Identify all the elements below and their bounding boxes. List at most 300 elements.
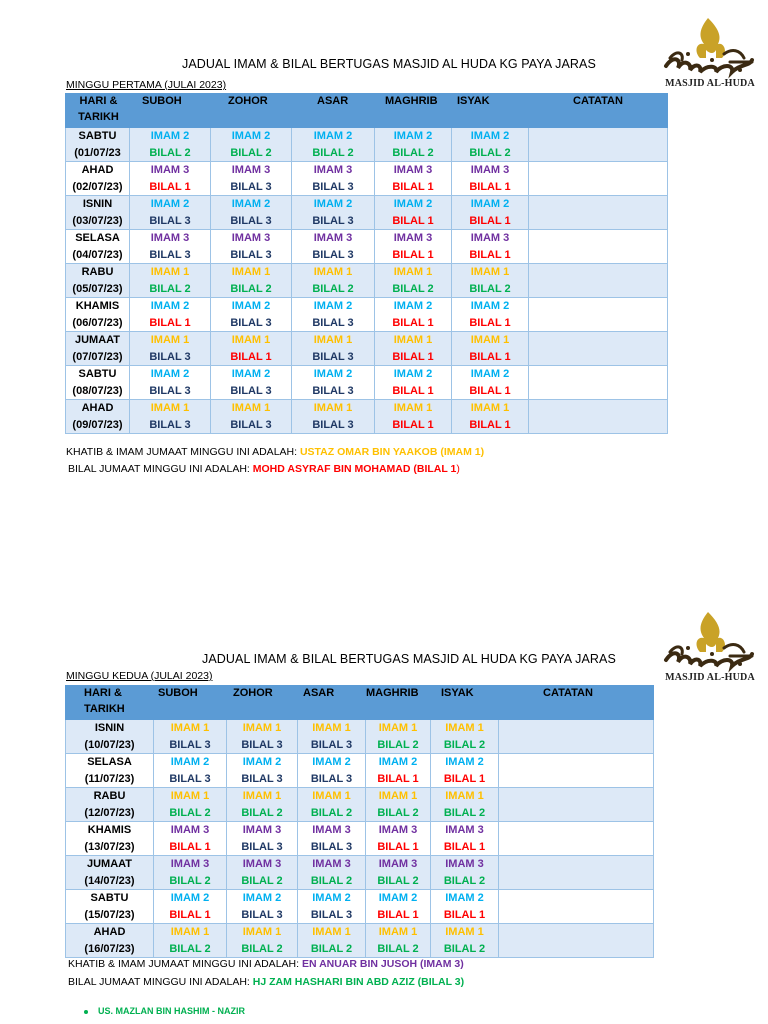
- bilal-assignment: BILAL 2: [169, 874, 211, 887]
- catatan-cell: [499, 890, 654, 924]
- header-label: CATATAN: [543, 687, 593, 699]
- duty-cell: [452, 264, 529, 298]
- imam-assignment: IMAM 3: [242, 824, 282, 836]
- day-name: KHAMIS: [75, 300, 120, 312]
- imam-assignment: IMAM 2: [445, 756, 484, 768]
- bilal-assignment: BILAL 3: [312, 248, 354, 261]
- bilal-assignment: BILAL 2: [149, 282, 191, 295]
- imam-assignment: IMAM 1: [445, 926, 484, 938]
- table-row: [66, 298, 668, 332]
- day-date: (01/07/23: [74, 146, 121, 159]
- duty-cell: [227, 856, 298, 890]
- header-hari: [66, 94, 130, 128]
- duty-cell: [227, 890, 298, 924]
- week-1-section: [0, 0, 768, 475]
- duty-cell: [211, 366, 292, 400]
- duty-cell: [298, 822, 366, 856]
- footer-list-text: US. MAZLAN BIN HASHIM - NAZIR: [98, 1006, 245, 1016]
- day-date: (09/07/23): [72, 418, 123, 431]
- duty-cell: [375, 264, 452, 298]
- imam-assignment: IMAM 1: [313, 402, 353, 414]
- duty-cell: [227, 754, 298, 788]
- table-row: [66, 264, 668, 298]
- bilal-assignment: BILAL 1: [392, 180, 434, 193]
- duty-cell: [366, 788, 431, 822]
- duty-cell: [431, 720, 499, 754]
- duty-cell: [154, 890, 227, 924]
- imam-assignment: IMAM 1: [393, 402, 433, 414]
- header-label: MAGHRIB: [366, 687, 419, 699]
- day-cell: [66, 788, 154, 822]
- day-name: AHAD: [81, 164, 114, 176]
- imam-assignment: IMAM 3: [393, 164, 433, 176]
- logo-text: MASJID AL-HUDA: [665, 78, 755, 89]
- header-suboh: [130, 94, 211, 128]
- imam-assignment: IMAM 2: [313, 198, 353, 210]
- day-name: SABTU: [78, 368, 117, 380]
- header-label: ZOHOR: [233, 687, 273, 699]
- day-cell: [66, 162, 130, 196]
- duty-cell: [452, 128, 529, 162]
- catatan-cell: [499, 856, 654, 890]
- imam-assignment: IMAM 2: [313, 368, 353, 380]
- masjid-logo: [660, 14, 760, 94]
- bilal-assignment: BILAL 1: [392, 350, 434, 363]
- header-catatan: [529, 94, 668, 128]
- khatib-note: [66, 446, 484, 458]
- bilal-note: [68, 976, 464, 988]
- bilal-assignment: BILAL 3: [230, 214, 272, 227]
- bilal-assignment: BILAL 1: [230, 350, 272, 363]
- bilal-assignment: BILAL 1: [469, 418, 511, 431]
- bilal-assignment: BILAL 3: [149, 384, 191, 397]
- duty-cell: [154, 788, 227, 822]
- imam-assignment: IMAM 2: [470, 130, 510, 142]
- imam-assignment: IMAM 2: [170, 892, 210, 904]
- day-date: (16/07/23): [84, 942, 135, 955]
- imam-assignment: IMAM 1: [170, 790, 210, 802]
- bilal-assignment: BILAL 2: [469, 146, 511, 159]
- imam-assignment: IMAM 3: [313, 232, 353, 244]
- catatan-cell: [529, 196, 668, 230]
- day-name: SELASA: [87, 756, 132, 768]
- imam-assignment: IMAM 3: [378, 858, 418, 870]
- catatan-cell: [499, 788, 654, 822]
- duty-cell: [211, 400, 292, 434]
- bilal-assignment: BILAL 2: [443, 806, 486, 819]
- header-label: ZOHOR: [228, 95, 268, 107]
- day-date: (11/07/23): [84, 772, 135, 785]
- imam-assignment: IMAM 3: [150, 164, 190, 176]
- day-cell: [66, 890, 154, 924]
- imam-assignment: IMAM 1: [170, 722, 210, 734]
- catatan-cell: [529, 332, 668, 366]
- duty-cell: [292, 400, 375, 434]
- table-row: [66, 924, 654, 958]
- masjid-logo-icon: [660, 608, 760, 674]
- duty-cell: [366, 754, 431, 788]
- day-cell: [66, 128, 130, 162]
- bilal-assignment: BILAL 3: [230, 418, 272, 431]
- imam-assignment: IMAM 3: [242, 858, 282, 870]
- bilal-assignment: BILAL 2: [392, 146, 434, 159]
- bilal-assignment: BILAL 2: [241, 806, 283, 819]
- bilal-assignment: BILAL 3: [312, 384, 354, 397]
- table-row: [66, 856, 654, 890]
- day-name: RABU: [81, 266, 114, 278]
- bilal-assignment: BILAL 3: [169, 738, 211, 751]
- header-label: MAGHRIB: [385, 95, 438, 107]
- bilal-assignment: BILAL 2: [377, 738, 419, 751]
- day-date: (12/07/23): [84, 806, 135, 819]
- schedule-body: [66, 720, 654, 958]
- bullet-icon: [84, 1010, 88, 1014]
- bilal-assignment: BILAL 1: [469, 180, 511, 193]
- bilal-assignment: BILAL 3: [230, 384, 272, 397]
- day-name: SABTU: [78, 130, 117, 142]
- duty-cell: [452, 366, 529, 400]
- duty-cell: [227, 788, 298, 822]
- header-label: ASAR: [303, 687, 335, 699]
- duty-cell: [375, 196, 452, 230]
- duty-cell: [452, 230, 529, 264]
- bilal-assignment: BILAL 3: [312, 350, 354, 363]
- header-label: ISYAK: [457, 95, 490, 107]
- bilal-assignment: BILAL 2: [312, 282, 354, 295]
- duty-cell: [298, 890, 366, 924]
- table-row: [66, 128, 668, 162]
- imam-assignment: IMAM 1: [312, 926, 351, 938]
- imam-assignment: IMAM 1: [470, 334, 510, 346]
- duty-cell: [366, 856, 431, 890]
- day-name: SELASA: [75, 232, 120, 244]
- day-cell: [66, 264, 130, 298]
- masjid-logo-icon: [660, 14, 760, 80]
- bilal-assignment: BILAL 1: [392, 316, 434, 329]
- imam-assignment: IMAM 2: [393, 368, 433, 380]
- catatan-cell: [529, 230, 668, 264]
- khatib-value: EN ANUAR BIN JUSOH (IMAM 3): [301, 958, 464, 970]
- schedule-body: [66, 128, 668, 434]
- duty-cell: [292, 128, 375, 162]
- header-label: ISYAK: [441, 687, 474, 699]
- table-row: [66, 230, 668, 264]
- table-row: [66, 400, 668, 434]
- bilal-value: MOHD ASYRAF BIN MOHAMAD (BILAL 1: [252, 463, 457, 475]
- duty-cell: [452, 400, 529, 434]
- day-date: (08/07/23): [72, 384, 123, 397]
- duty-cell: [154, 822, 227, 856]
- imam-assignment: IMAM 1: [312, 790, 351, 802]
- imam-assignment: IMAM 1: [470, 266, 510, 278]
- bilal-assignment: BILAL 3: [230, 248, 272, 261]
- duty-cell: [366, 890, 431, 924]
- duty-cell: [130, 366, 211, 400]
- imam-assignment: IMAM 1: [313, 266, 353, 278]
- imam-assignment: IMAM 3: [312, 858, 351, 870]
- schedule-table: [65, 685, 654, 958]
- duty-cell: [292, 366, 375, 400]
- imam-assignment: IMAM 2: [231, 300, 271, 312]
- catatan-cell: [499, 924, 654, 958]
- duty-cell: [298, 924, 366, 958]
- day-name: AHAD: [93, 926, 126, 938]
- bilal-label: BILAL JUMAAT MINGGU INI ADALAH:: [68, 976, 253, 988]
- bilal-assignment: BILAL 3: [149, 214, 191, 227]
- day-cell: [66, 332, 130, 366]
- catatan-cell: [499, 822, 654, 856]
- duty-cell: [211, 230, 292, 264]
- bilal-assignment: BILAL 3: [312, 316, 354, 329]
- catatan-cell: [529, 162, 668, 196]
- day-name: JUMAAT: [74, 334, 120, 346]
- bilal-assignment: BILAL 1: [169, 840, 211, 853]
- bilal-assignment: BILAL 1: [377, 840, 419, 853]
- day-name: AHAD: [81, 402, 114, 414]
- imam-assignment: IMAM 1: [242, 790, 282, 802]
- header-maghrib: [366, 686, 431, 720]
- header-suboh: [154, 686, 227, 720]
- imam-assignment: IMAM 2: [313, 300, 353, 312]
- header-label: ASAR: [317, 95, 349, 107]
- day-date: (13/07/23): [84, 840, 135, 853]
- duty-cell: [154, 720, 227, 754]
- imam-assignment: IMAM 3: [170, 858, 210, 870]
- imam-assignment: IMAM 2: [470, 300, 510, 312]
- bilal-assignment: BILAL 3: [149, 248, 191, 261]
- imam-assignment: IMAM 2: [470, 368, 510, 380]
- duty-cell: [375, 332, 452, 366]
- day-date: (15/07/23): [84, 908, 135, 921]
- bilal-assignment: BILAL 3: [310, 738, 353, 751]
- day-date: (03/07/23): [72, 214, 123, 227]
- imam-assignment: IMAM 1: [445, 722, 484, 734]
- duty-cell: [375, 366, 452, 400]
- duty-cell: [375, 128, 452, 162]
- bilal-assignment: BILAL 2: [310, 942, 353, 955]
- duty-cell: [130, 332, 211, 366]
- duty-cell: [298, 754, 366, 788]
- header-label: CATATAN: [573, 95, 623, 107]
- imam-assignment: IMAM 2: [150, 130, 190, 142]
- imam-assignment: IMAM 1: [378, 790, 418, 802]
- catatan-cell: [529, 264, 668, 298]
- imam-assignment: IMAM 2: [150, 368, 190, 380]
- imam-assignment: IMAM 1: [242, 722, 282, 734]
- imam-assignment: IMAM 1: [470, 402, 510, 414]
- bilal-assignment: BILAL 1: [377, 908, 419, 921]
- duty-cell: [375, 162, 452, 196]
- imam-assignment: IMAM 3: [312, 824, 351, 836]
- imam-assignment: IMAM 1: [445, 790, 484, 802]
- bilal-assignment: BILAL 2: [469, 282, 511, 295]
- table-header-row: [66, 686, 654, 720]
- imam-assignment: IMAM 2: [378, 892, 418, 904]
- header-label: HARI & TARIKH: [84, 687, 125, 715]
- bilal-assignment: BILAL 1: [469, 316, 511, 329]
- catatan-cell: [529, 128, 668, 162]
- duty-cell: [452, 298, 529, 332]
- duty-cell: [130, 400, 211, 434]
- day-cell: [66, 400, 130, 434]
- imam-assignment: IMAM 1: [312, 722, 351, 734]
- duty-cell: [154, 856, 227, 890]
- bilal-assignment: BILAL 3: [230, 316, 272, 329]
- duty-cell: [366, 924, 431, 958]
- imam-assignment: IMAM 3: [170, 824, 210, 836]
- day-date: (14/07/23): [84, 874, 135, 887]
- catatan-cell: [529, 400, 668, 434]
- khatib-label: KHATIB & IMAM JUMAAT MINGGU INI ADALAH:: [68, 958, 302, 970]
- bilal-assignment: BILAL 1: [443, 840, 486, 853]
- duty-cell: [292, 162, 375, 196]
- duty-cell: [292, 298, 375, 332]
- bilal-assignment: BILAL 3: [241, 840, 283, 853]
- duty-cell: [431, 754, 499, 788]
- imam-assignment: IMAM 1: [242, 926, 282, 938]
- imam-assignment: IMAM 2: [170, 756, 210, 768]
- imam-assignment: IMAM 3: [470, 164, 510, 176]
- bilal-assignment: BILAL 3: [241, 738, 283, 751]
- schedule-title: JADUAL IMAM & BILAL BERTUGAS MASJID AL HUDA KG PAYA JARAS: [182, 57, 596, 71]
- day-date: (02/07/23): [72, 180, 123, 193]
- table-row: [66, 754, 654, 788]
- table-row: [66, 822, 654, 856]
- day-cell: [66, 366, 130, 400]
- duty-cell: [211, 264, 292, 298]
- imam-assignment: IMAM 2: [313, 130, 353, 142]
- duty-cell: [292, 230, 375, 264]
- bilal-assignment: BILAL 3: [310, 772, 353, 785]
- imam-assignment: IMAM 1: [150, 266, 190, 278]
- duty-cell: [431, 856, 499, 890]
- day-date: (07/07/23): [72, 350, 123, 363]
- imam-assignment: IMAM 1: [231, 266, 271, 278]
- catatan-cell: [499, 720, 654, 754]
- duty-cell: [298, 720, 366, 754]
- imam-assignment: IMAM 1: [231, 402, 271, 414]
- imam-assignment: IMAM 1: [313, 334, 353, 346]
- duty-cell: [154, 924, 227, 958]
- day-cell: [66, 754, 154, 788]
- bilal-assignment: BILAL 3: [310, 840, 353, 853]
- imam-assignment: IMAM 1: [170, 926, 210, 938]
- bilal-assignment: BILAL 3: [312, 214, 354, 227]
- table-row: [66, 720, 654, 754]
- header-zohor: [211, 94, 292, 128]
- bilal-assignment: BILAL 2: [310, 806, 353, 819]
- bilal-assignment: BILAL 3: [149, 418, 191, 431]
- bilal-assignment: BILAL 2: [230, 282, 272, 295]
- duty-cell: [431, 890, 499, 924]
- duty-cell: [130, 298, 211, 332]
- duty-cell: [130, 162, 211, 196]
- bilal-assignment: BILAL 1: [149, 180, 191, 193]
- table-row: [66, 788, 654, 822]
- masjid-logo: [660, 608, 760, 688]
- duty-cell: [130, 264, 211, 298]
- duty-cell: [431, 788, 499, 822]
- duty-cell: [211, 128, 292, 162]
- duty-cell: [431, 924, 499, 958]
- imam-assignment: IMAM 2: [393, 300, 433, 312]
- imam-assignment: IMAM 2: [231, 130, 271, 142]
- day-name: RABU: [93, 790, 126, 802]
- bilal-assignment: BILAL 2: [377, 942, 419, 955]
- imam-assignment: IMAM 2: [445, 892, 484, 904]
- bilal-assignment: BILAL 1: [469, 248, 511, 261]
- duty-cell: [366, 822, 431, 856]
- header-asar: [292, 94, 375, 128]
- imam-assignment: IMAM 3: [445, 858, 484, 870]
- bilal-assignment: BILAL 1: [469, 384, 511, 397]
- bilal-assignment: BILAL 3: [241, 908, 283, 921]
- week-2-section: [0, 600, 768, 1024]
- duty-cell: [298, 788, 366, 822]
- day-name: ISNIN: [94, 722, 125, 734]
- header-label: SUBOH: [158, 687, 198, 699]
- bilal-assignment: BILAL 1: [149, 316, 191, 329]
- duty-cell: [452, 162, 529, 196]
- imam-assignment: IMAM 2: [378, 756, 418, 768]
- schedule-title: JADUAL IMAM & BILAL BERTUGAS MASJID AL HUDA KG PAYA JARAS: [202, 652, 616, 666]
- imam-assignment: IMAM 1: [378, 722, 418, 734]
- day-cell: [66, 196, 130, 230]
- duty-cell: [375, 400, 452, 434]
- duty-cell: [292, 332, 375, 366]
- header-maghrib: [375, 94, 452, 128]
- bilal-assignment: BILAL 2: [377, 874, 419, 887]
- imam-assignment: IMAM 3: [378, 824, 418, 836]
- bilal-assignment: BILAL 1: [377, 772, 419, 785]
- day-date: (05/07/23): [72, 282, 123, 295]
- day-cell: [66, 924, 154, 958]
- bilal-assignment: BILAL 2: [312, 146, 354, 159]
- header-catatan: [499, 686, 654, 720]
- table-row: [66, 332, 668, 366]
- bilal-assignment: BILAL 1: [469, 214, 511, 227]
- bilal-assignment: BILAL 1: [392, 214, 434, 227]
- catatan-cell: [499, 754, 654, 788]
- bilal-note: [68, 463, 460, 475]
- day-cell: [66, 856, 154, 890]
- imam-assignment: IMAM 3: [150, 232, 190, 244]
- duty-cell: [366, 720, 431, 754]
- day-date: (06/07/23): [72, 316, 123, 329]
- imam-assignment: IMAM 3: [313, 164, 353, 176]
- duty-cell: [227, 720, 298, 754]
- day-cell: [66, 822, 154, 856]
- table-row: [66, 366, 668, 400]
- duty-cell: [211, 196, 292, 230]
- bilal-assignment: BILAL 2: [443, 874, 486, 887]
- day-cell: [66, 720, 154, 754]
- table-row: [66, 890, 654, 924]
- imam-assignment: IMAM 2: [242, 892, 282, 904]
- bilal-value: HJ ZAM HASHARI BIN ABD AZIZ (BILAL 3): [252, 976, 465, 988]
- bilal-assignment: BILAL 1: [469, 350, 511, 363]
- duty-cell: [452, 196, 529, 230]
- bilal-assignment: BILAL 2: [241, 942, 283, 955]
- catatan-cell: [529, 366, 668, 400]
- imam-assignment: IMAM 2: [312, 892, 351, 904]
- table-row: [66, 162, 668, 196]
- bilal-assignment: BILAL 2: [310, 874, 353, 887]
- bilal-assignment: BILAL 3: [312, 418, 354, 431]
- imam-assignment: IMAM 3: [231, 164, 271, 176]
- bilal-assignment: BILAL 1: [392, 384, 434, 397]
- bilal-assignment: BILAL 3: [149, 350, 191, 363]
